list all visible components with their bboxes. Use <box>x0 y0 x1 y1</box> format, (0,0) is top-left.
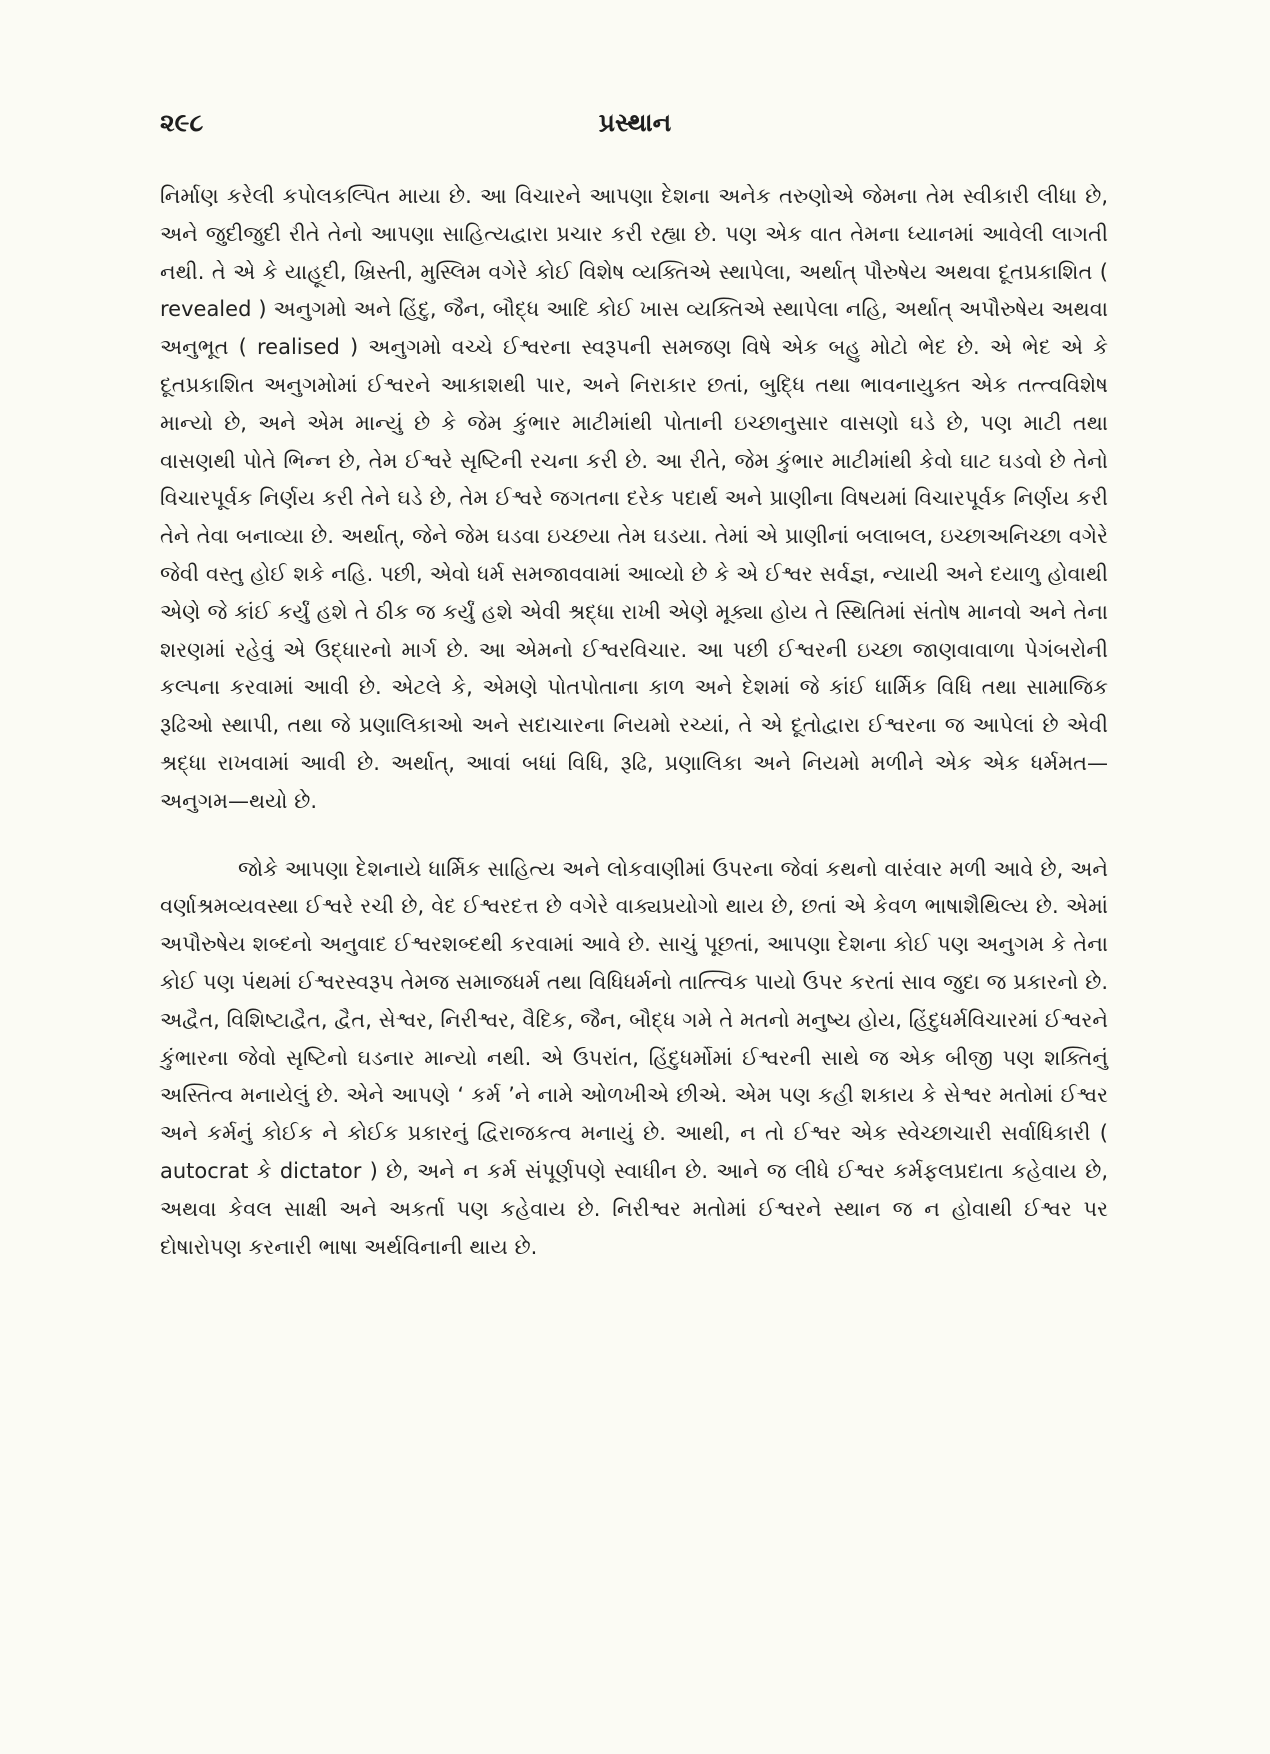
running-title: પ્રસ્થાન <box>598 108 672 137</box>
body-text <box>160 178 1108 1266</box>
paragraph: જોકે આપણા દેશનાયે ધાર્મિક સાહિત્ય અને લોકવાણીમાં ઉપરના જેવાં કથનો વારંવાર મળી આવે છે, અને વર્ણાશ્રમવ્યવસ્થા ઈશ્વરે રચી છે, વેદ ઈશ્વરદત્ત છે વગેરે વાક્યપ્રયોગો થાય છે, છતાં એ કેવળ ભાષાશૈથિલ્ય છે. એમાં અપૌરુષેય શબ્દનો અનુવાદ ઈશ્વરશબ્દથી કરવામાં આવે છે. સાચું પૂછતાં, આપણા દેશના કોઈ પણ અનુગમ કે તેના કોઈ પણ પંથમાં ઈશ્વરસ્વરૂપ તેમજ સમાજધર્મ તથા વિધિધર્મનો તાત્ત્વિક પાયો ઉપર કરતાં સાવ જુદા જ પ્રકારનો છે. અદ્વૈત, વિશિષ્ટાદ્વૈત, દ્વૈત, સેશ્વર, નિરીશ્વર, વૈદિક, જૈન, બૌદ્ધ ગમે તે મતનો મનુષ્ય હોય, હિંદુધર્મવિચારમાં ઈશ્વરને કુંભારના જેવો સૃષ્ટિનો ઘડનાર માન્યો નથી. એ ઉપરાંત, હિંદુધર્મોમાં ઈશ્વરની સાથે જ એક બીજી પણ શક્તિનું અસ્તિત્વ મનાયેલું છે. એને આપણે ‘ કર્મ ’ને નામે ઓળખીએ છીએ. એમ પણ કહી શકાય કે સેશ્વર મતોમાં ઈશ્વર અને કર્મનું કોઈક ને કોઈક પ્રકારનું દ્વિરાજકત્વ મનાયું છે. આથી, ન તો ઈશ્વર એક સ્વેચ્છાચારી સર્વાધિકારી ( autocrat કે dictator ) છે, અને ન કર્મ સંપૂર્ણપણે સ્વાધીન છે. આને જ લીધે ઈશ્વર કર્મફલપ્રદાતા કહેવાય છે, અથવા કેવલ સાક્ષી અને અકર્તા પણ કહેવાય છે. નિરીશ્વર મતોમાં ઈશ્વરને સ્થાન જ ન હોવાથી ઈશ્વર પર દોષારોપણ કરનારી ભાષા અર્થવિનાની થાય છે. <box>160 856 1108 1259</box>
page-number: ૨૯૮ <box>160 108 204 137</box>
paragraph: નિર્માણ કરેલી કપોલકલ્પિત માયા છે. આ વિચારને આપણા દેશના અનેક તરુણોએ જેમના તેમ સ્વીકારી લીધા છે, અને જુદીજુદી રીતે તેનો આપણા સાહિત્યદ્વારા પ્રચાર કરી રહ્યા છે. પણ એક વાત તેમના ધ્યાનમાં આવેલી લાગતી નથી. તે એ કે યાહૂદી, ખ્રિસ્તી, મુસ્લિમ વગેરે કોઈ વિશેષ વ્યક્તિએ સ્થાપેલા, અર્થાત્ પૌરુષેય અથવા દૂતપ્રકાશિત ( revealed ) અનુગમો અને હિંદુ, જૈન, બૌદ્ધ આદિ કોઈ ખાસ વ્યક્તિએ સ્થાપેલા નહિ, અર્થાત્ અપૌરુષેય અથવા અનુભૂત ( realised ) અનુગમો વચ્ચે ઈશ્વરના સ્વરૂપની સમજણ વિષે એક બહુ મોટો ભેદ છે. એ ભેદ એ કે દૂતપ્રકાશિત અનુગમોમાં ઈશ્વરને આકાશથી પાર, અને નિરાકાર છતાં, બુદ્ધિ તથા ભાવનાયુક્ત એક તત્ત્વવિશેષ માન્યો છે, અને એમ માન્યું છે કે જેમ કુંભાર માટીમાંથી પોતાની ઇચ્છાનુસાર વાસણો ઘડે છે, પણ માટી તથા વાસણથી પોતે ભિન્ન છે, તેમ ઈશ્વરે સૃષ્ટિની રચના કરી છે. આ રીતે, જેમ કુંભાર માટીમાંથી કેવો ઘાટ ઘડવો છે તેનો વિચારપૂર્વક નિર્ણય કરી તેને ઘડે છે, તેમ ઈશ્વરે જગતના દરેક પદાર્થ અને પ્રાણીના વિષયમાં વિચારપૂર્વક નિર્ણય કરી તેને તેવા બનાવ્યા છે. અર્થાત્, જેને જેમ ઘડવા ઇચ્છયા તેમ ઘડયા. તેમાં એ પ્રાણીનાં બલાબલ, ઇચ્છાઅનિચ્છા વગેરે જેવી વસ્તુ હોઈ શકે નહિ. પછી, એવો ધર્મ સમજાવવામાં આવ્યો છે કે એ ઈશ્વર સર્વજ્ઞ, ન્યાયી અને દયાળુ હોવાથી એણે જે કાંઈ કર્યું હશે તે ઠીક જ કર્યું હશે એવી શ્રદ્ધા રાખી એણે મૂક્યા હોય તે સ્થિતિમાં સંતોષ માનવો અને તેના શરણમાં રહેવું એ ઉદ્ધારનો માર્ગ છે. આ એમનો ઈશ્વરવિચાર. આ પછી ઈશ્વરની ઇચ્છા જાણવાવાળા પેગંબરોની કલ્પના કરવામાં આવી છે. એટલે કે, એમણે પોતપોતાના કાળ અને દેશમાં જે કાંઈ ધાર્મિક વિધિ તથા સામાજિક રૂઢિઓ સ્થાપી, તથા જે પ્રણાલિકાઓ અને સદાચારના નિયમો રચ્યાં, તે એ દૂતોદ્વારા ઈશ્વરના જ આપેલાં છે એવી શ્રદ્ધા રાખવામાં આવી છે. અર્થાત્, આવાં બધાં વિધિ, રૂઢિ, પ્રણાલિકા અને નિયમો મળીને એક એક ધર્મમત—અનુગમ—થયો છે. <box>160 184 1108 813</box>
page-header <box>160 108 1110 148</box>
